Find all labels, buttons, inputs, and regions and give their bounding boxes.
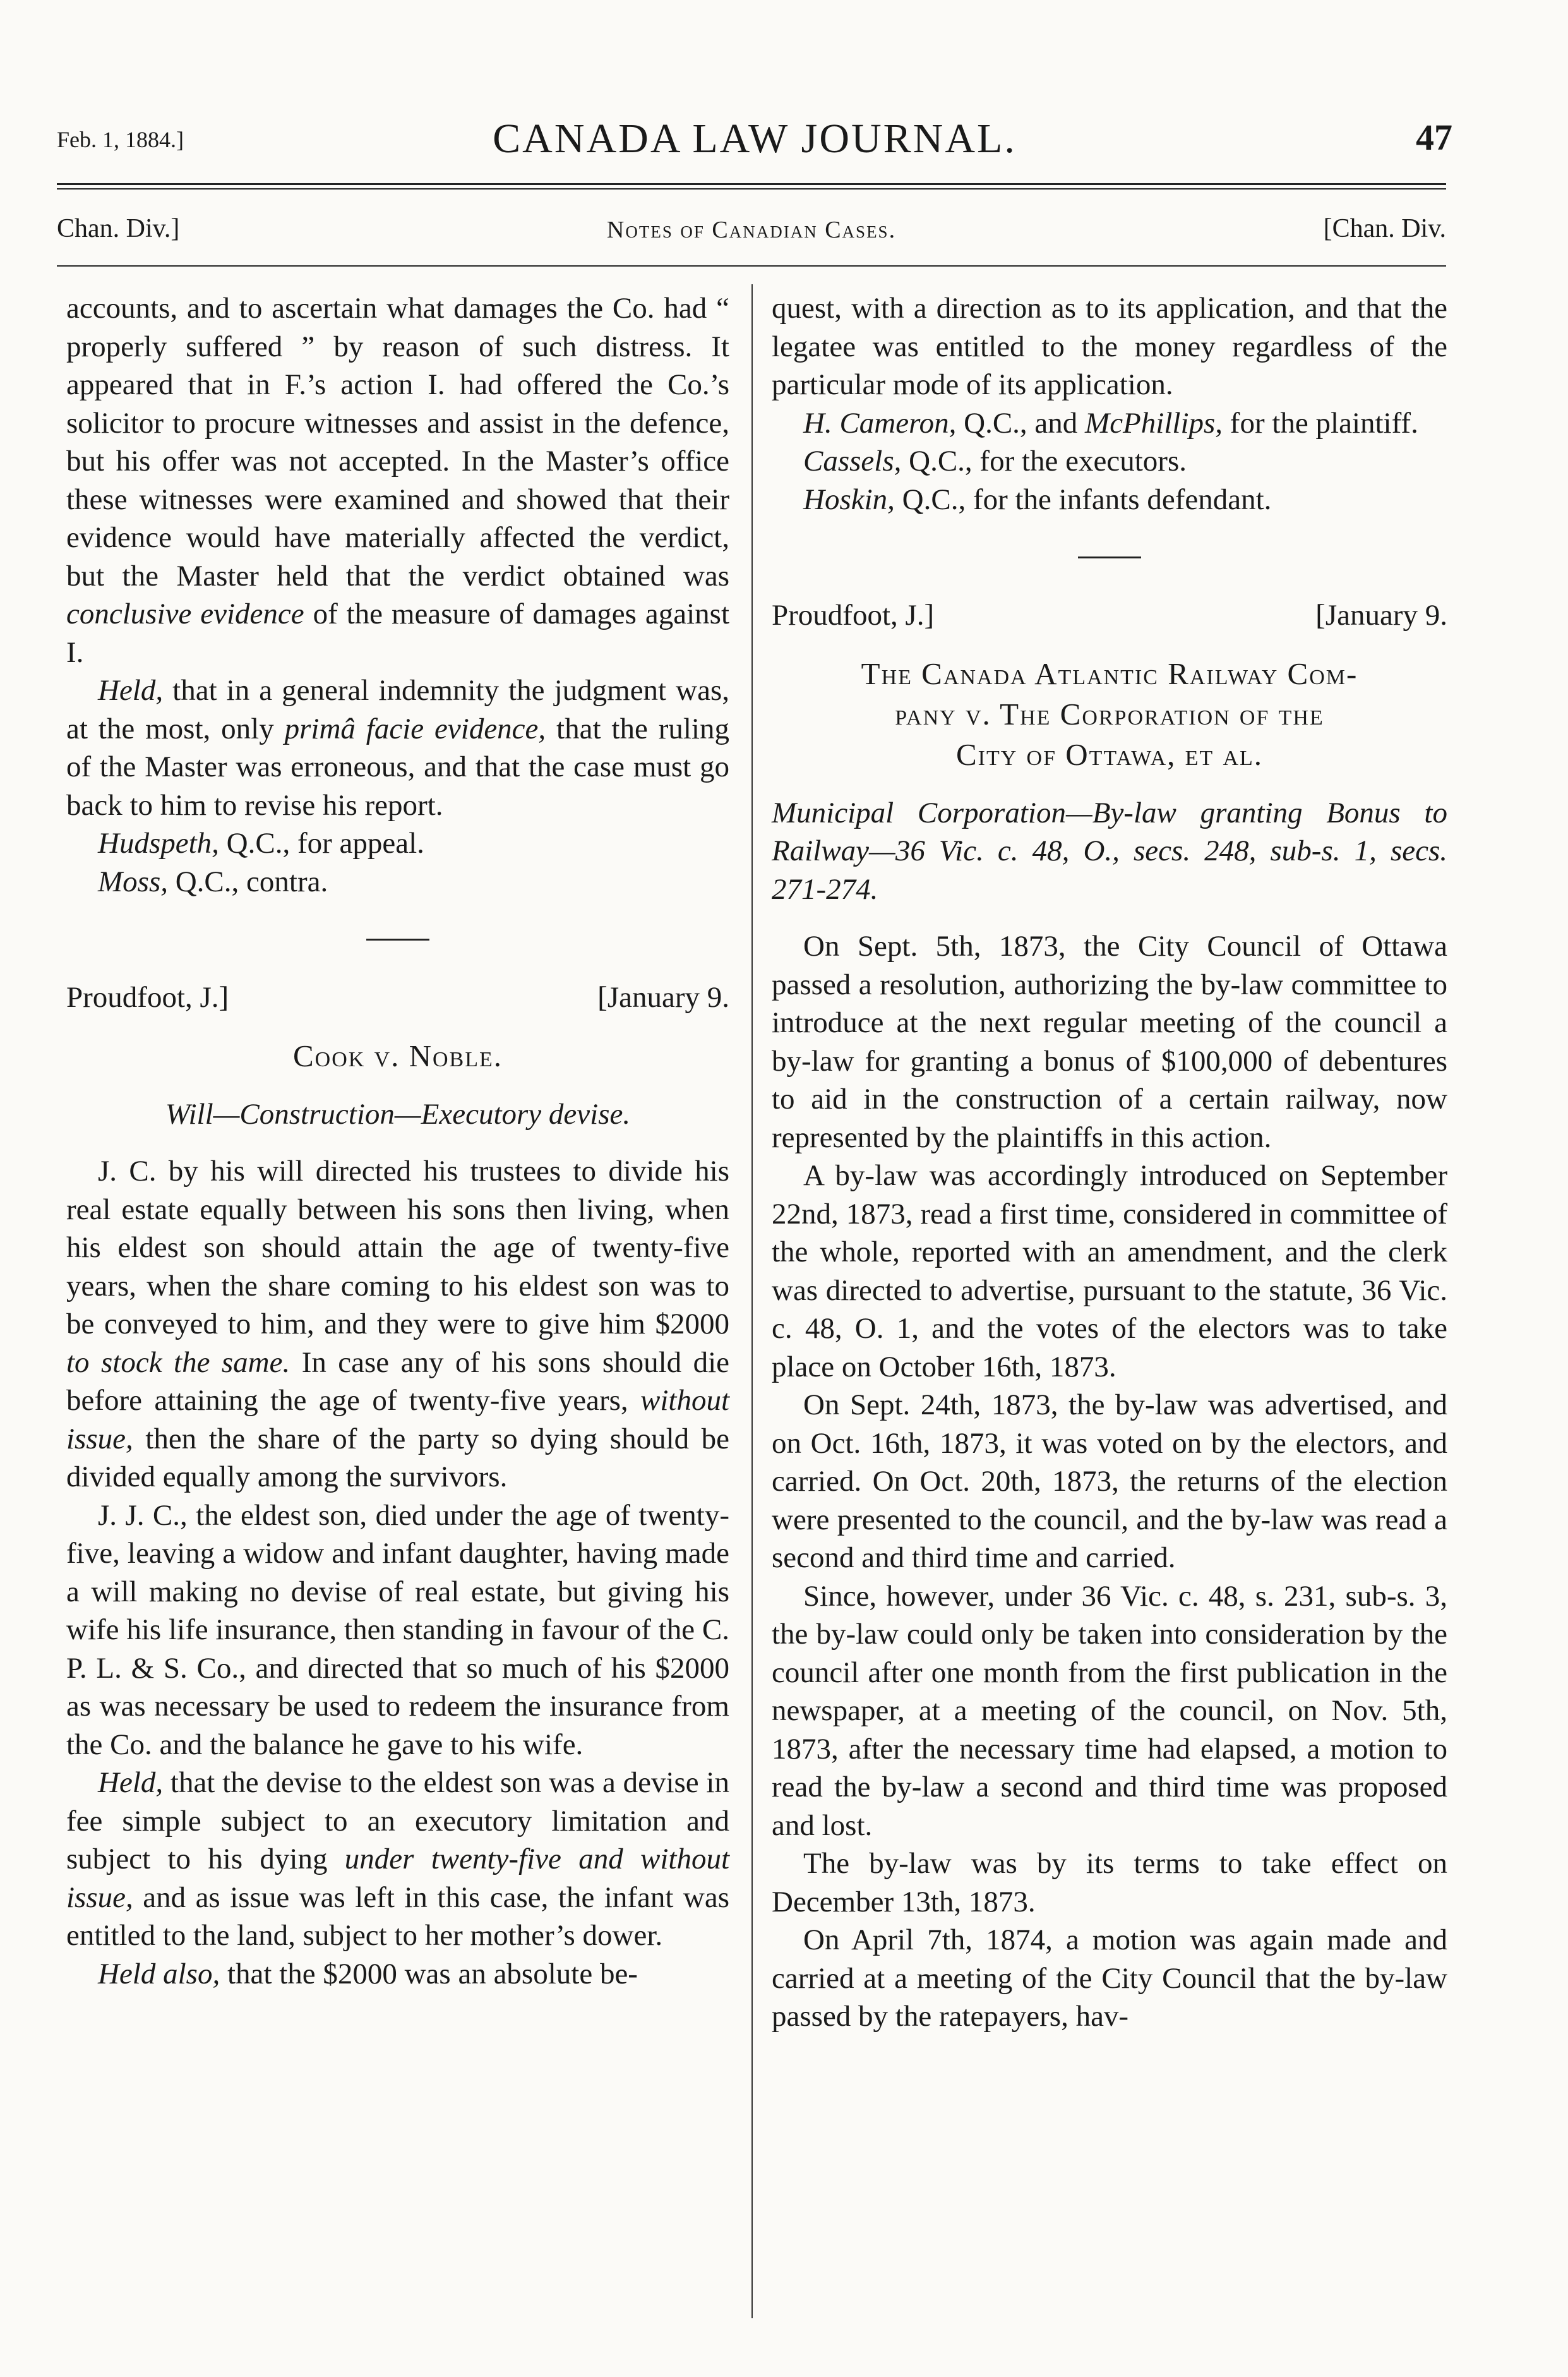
- continued-paragraph: accounts, and to ascertain what damages the Co. had “ properly suffered ” by reason of such distress. It appeared that in F.’s action I. had offered the Co.’s solicitor to procure witnesses and assist in the defence, but his offer was not accepted. In the Master’s office these witnesses were examined and showed that their evidence would have materially affected the verdict, but the Master held that the verdict obtained was conclusive evidence of the measure of damages against I.: [66, 292, 730, 669]
- case-paragraph: On April 7th, 1874, a motion was again made and carried at a meeting of the City Council that the by-law passed by the ratepayers, hav-: [772, 1923, 1447, 2033]
- column-divider: [751, 284, 753, 2318]
- left-column: [66, 289, 729, 1993]
- case-date: [January 9.: [1315, 599, 1447, 632]
- case-paragraph: A by-law was accordingly introduced on September 22nd, 1873, read a first time, considered in committee of the whole, reported with an amendment, and the clerk was directed to advertise, pursuant to the statute, 36 Vic. c. 48, O. 1, and the votes of the electors was to take place on October 16th, 1873.: [772, 1159, 1447, 1383]
- case-date: [January 9.: [597, 981, 729, 1014]
- case-paragraph: On Sept. 24th, 1873, the by-law was advertised, and on Oct. 16th, 1873, it was voted on by the electors, and carried. On Oct. 20th, 1873, the returns of the election were presented to the council, and the by-law was read a second and third time and carried.: [772, 1388, 1447, 1574]
- continued-paragraph: quest, with a direction as to its application, and that the legatee was entitled to the money regardless of the particular mode of its application.: [772, 292, 1447, 401]
- case-title: Cook v. Noble.: [292, 1038, 503, 1073]
- case-paragraph: J. C. by his will directed his trustees to divide his real estate equally between his sons then living, when his eldest son should attain the age of twenty-five years, when the share coming to his eldest son was to be conveyed to him, and they were to give him $2000 to stock the same. In case any of his sons should die before attaining the age of twenty-five years, without issue, then the share of the party so dying should be divided equally among the survivors.: [66, 1155, 730, 1493]
- judge-name: Proudfoot, J.]: [772, 599, 935, 632]
- counsel-line: Hoskin, Q.C., for the infants defendant.: [803, 483, 1272, 516]
- case-heading: [772, 596, 1447, 635]
- issue-date: Feb. 1, 1884.]: [57, 127, 184, 152]
- counsel-line: Hudspeth, Q.C., for appeal.: [98, 827, 424, 860]
- case-paragraph: On Sept. 5th, 1873, the City Council of Ottawa passed a resolution, authorizing the by-law committee to introduce at the next regular meeting of the council a by-law for granting a bonus of $100,000 of debentures to aid in the construction of a certain railway, now represented by the plaintiffs in this action.: [772, 930, 1447, 1154]
- holding-paragraph: Held also, that the $2000 was an absolute be-: [98, 1957, 638, 1990]
- case-headnote: Will—Construction—Executory devise.: [165, 1097, 631, 1131]
- counsel-line: Moss, Q.C., contra.: [98, 865, 328, 898]
- holding-paragraph: Held, that the devise to the eldest son was a devise in fee simple subject to an executory limitation and subject to his dying under twenty-five and without issue, and as issue was left in this case, the infant was entitled to the land, subject to her mother’s dower.: [66, 1766, 730, 1952]
- case-heading: [66, 978, 729, 1017]
- right-column: [772, 289, 1447, 2036]
- section-title: Notes of Canadian Cases.: [606, 217, 897, 243]
- left-division-label: Chan. Div.]: [57, 214, 180, 243]
- section-header: [57, 214, 1446, 251]
- case-paragraph: The by-law was by its terms to take effect on December 13th, 1873.: [772, 1847, 1447, 1918]
- journal-title: CANADA LAW JOURNAL.: [493, 116, 1017, 162]
- section-rule: [57, 265, 1446, 267]
- header-rule-top: [57, 183, 1446, 185]
- running-header: [57, 116, 1452, 177]
- case-headnote: Municipal Corporation—By-law granting Bonus to Railway—36 Vic. c. 48, O., secs. 248, sub-s. 1, secs. 271-274.: [772, 796, 1447, 906]
- case-paragraph: J. J. C., the eldest son, died under the age of twenty-five, leaving a widow and infant daughter, having made a will making no devise of real estate, but giving his wife his life insurance, then standing in favour of the C. P. L. & S. Co., and directed that so much of his $2000 as was necessary be used to redeem the insurance from the Co. and the balance he gave to his wife.: [66, 1498, 729, 1761]
- case-paragraph: Since, however, under 36 Vic. c. 48, s. 231, sub-s. 3, the by-law could only be taken into consideration by the council after one month from the first publication in the newspaper, at a meeting of the council, on Nov. 5th, 1873, after the necessary time had elapsed, a motion to read the by-law a second and third time was proposed and lost.: [772, 1579, 1447, 1842]
- counsel-line: H. Cameron, Q.C., and McPhillips, for the plaintiff.: [803, 406, 1418, 440]
- header-rule-bottom: [57, 188, 1446, 190]
- counsel-line: Cassels, Q.C., for the executors.: [803, 445, 1187, 478]
- judge-name: Proudfoot, J.]: [66, 981, 229, 1014]
- case-title: The Canada Atlantic Railway Com- pany v. The Corporation of the City of Ottawa, et al.: [861, 656, 1358, 772]
- holding-paragraph: Held, that in a general indemnity the judgment was, at the most, only primâ facie evidence, that the ruling of the Master was erroneous, and that the case must go back to him to revise his report.: [66, 674, 729, 822]
- page-number: 47: [1416, 117, 1452, 158]
- right-division-label: [Chan. Div.: [1323, 214, 1446, 243]
